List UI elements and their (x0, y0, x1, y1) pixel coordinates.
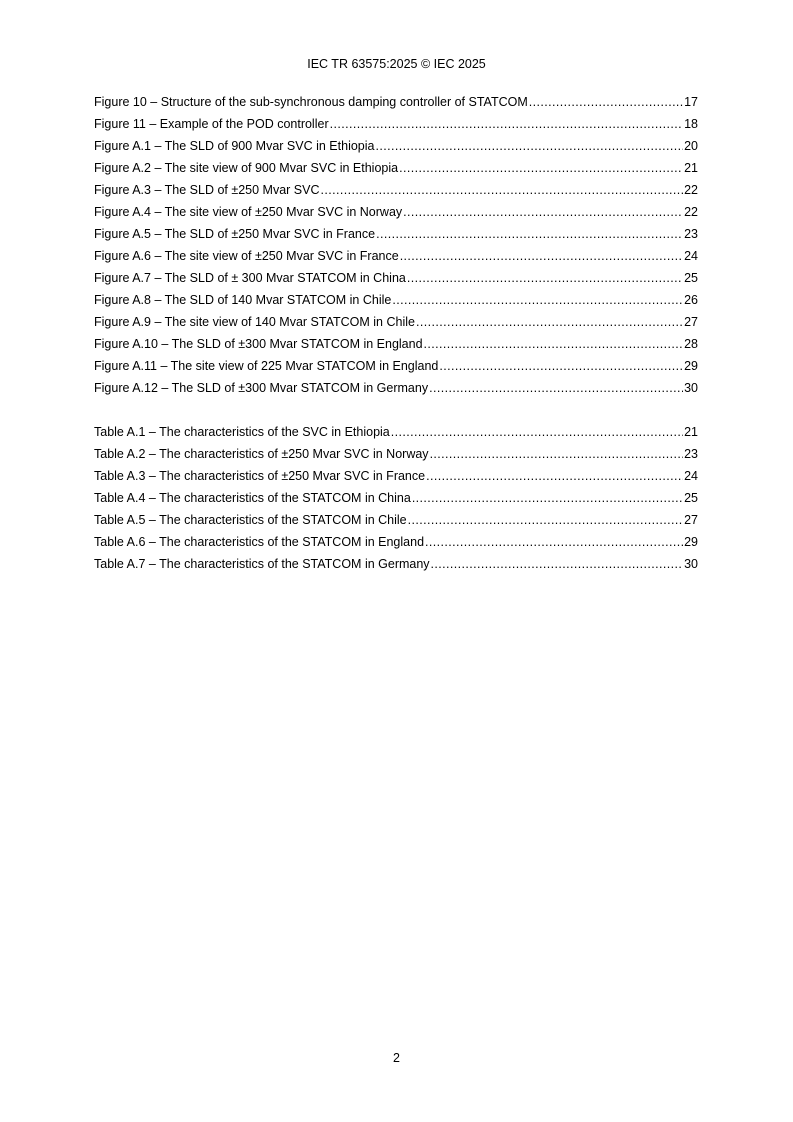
toc-entry-page: 27 (684, 315, 698, 329)
dot-leader (330, 116, 683, 132)
dot-leader (425, 534, 683, 550)
dot-leader (416, 314, 683, 330)
list-of-tables (94, 424, 698, 578)
toc-entry-label: Figure A.5 – The SLD of ±250 Mvar SVC in France (94, 227, 376, 241)
dot-leader (400, 248, 683, 264)
toc-entry-page: 18 (684, 117, 698, 131)
toc-entry-label: Table A.3 – The characteristics of ±250 Mvar SVC in France (94, 469, 426, 483)
page-header: IEC TR 63575:2025 © IEC 2025 (307, 57, 486, 71)
dot-leader (439, 358, 683, 374)
toc-entry[interactable] (94, 556, 698, 578)
toc-entry-label: Figure A.6 – The site view of ±250 Mvar SVC in France (94, 249, 399, 263)
dot-leader (403, 204, 683, 220)
toc-entry-page: 29 (684, 359, 698, 373)
dot-leader (408, 512, 683, 528)
dot-leader (426, 468, 683, 484)
toc-entry[interactable] (94, 226, 698, 248)
dot-leader (399, 160, 683, 176)
dot-leader (391, 424, 683, 440)
toc-entry[interactable] (94, 490, 698, 512)
toc-entry-page: 23 (684, 447, 698, 461)
toc-entry-page: 25 (684, 271, 698, 285)
toc-entry-label: Figure A.12 – The SLD of ±300 Mvar STATCOM in Germany (94, 381, 429, 395)
toc-entry-page: 21 (684, 161, 698, 175)
dot-leader (431, 556, 684, 572)
toc-entry[interactable] (94, 270, 698, 292)
dot-leader (321, 182, 684, 198)
toc-entry-page: 23 (684, 227, 698, 241)
toc-entry[interactable] (94, 534, 698, 556)
toc-entry-page: 22 (684, 183, 698, 197)
toc-entry[interactable] (94, 138, 698, 160)
toc-entry[interactable] (94, 116, 698, 138)
toc-entry[interactable] (94, 358, 698, 380)
toc-entry-page: 29 (684, 535, 698, 549)
toc-entry[interactable] (94, 248, 698, 270)
toc-entry[interactable] (94, 512, 698, 534)
toc-entry-label: Table A.5 – The characteristics of the STATCOM in Chile (94, 513, 407, 527)
toc-entry-label: Figure A.9 – The site view of 140 Mvar STATCOM in Chile (94, 315, 415, 329)
dot-leader (430, 446, 684, 462)
dot-leader (412, 490, 683, 506)
toc-entry-label: Figure A.10 – The SLD of ±300 Mvar STATCOM in England (94, 337, 423, 351)
toc-entry[interactable] (94, 204, 698, 226)
dot-leader (407, 270, 683, 286)
toc-entry-label: Figure 10 – Structure of the sub-synchronous damping controller of STATCOM (94, 95, 528, 109)
toc-entry-page: 27 (684, 513, 698, 527)
toc-entry[interactable] (94, 314, 698, 336)
toc-entry-label: Figure A.4 – The site view of ±250 Mvar SVC in Norway (94, 205, 403, 219)
toc-entry-label: Figure A.11 – The site view of 225 Mvar STATCOM in England (94, 359, 439, 373)
toc-entry-label: Figure A.3 – The SLD of ±250 Mvar SVC (94, 183, 320, 197)
toc-entry[interactable] (94, 160, 698, 182)
toc-entry-label: Figure A.2 – The site view of 900 Mvar SVC in Ethiopia (94, 161, 399, 175)
toc-entry[interactable] (94, 446, 698, 468)
toc-entry[interactable] (94, 336, 698, 358)
dot-leader (375, 138, 683, 154)
toc-entry-label: Figure A.1 – The SLD of 900 Mvar SVC in Ethiopia (94, 139, 375, 153)
toc-entry[interactable] (94, 292, 698, 314)
toc-entry[interactable] (94, 182, 698, 204)
toc-entry[interactable] (94, 468, 698, 490)
dot-leader (392, 292, 683, 308)
toc-entry[interactable] (94, 424, 698, 446)
toc-entry-page: 26 (684, 293, 698, 307)
toc-entry-page: 28 (684, 337, 698, 351)
toc-entry-page: 17 (684, 95, 698, 109)
toc-entry-page: 24 (684, 469, 698, 483)
toc-entry-label: Figure A.7 – The SLD of ± 300 Mvar STATCOM in China (94, 271, 406, 285)
toc-entry-page: 25 (684, 491, 698, 505)
dot-leader (424, 336, 684, 352)
toc-entry[interactable] (94, 380, 698, 402)
toc-entry-label: Table A.1 – The characteristics of the SVC in Ethiopia (94, 425, 390, 439)
toc-entry-page: 22 (684, 205, 698, 219)
dot-leader (529, 94, 683, 110)
toc-entry-label: Figure A.8 – The SLD of 140 Mvar STATCOM in Chile (94, 293, 392, 307)
dot-leader (376, 226, 683, 242)
toc-entry-page: 30 (684, 381, 698, 395)
toc-entry-page: 21 (684, 425, 698, 439)
toc-entry[interactable] (94, 94, 698, 116)
toc-entry-page: 30 (684, 557, 698, 571)
list-of-figures (94, 94, 698, 402)
toc-entry-page: 24 (684, 249, 698, 263)
toc-entry-label: Figure 11 – Example of the POD controller (94, 117, 329, 131)
page-number: 2 (393, 1051, 400, 1065)
toc-entry-label: Table A.6 – The characteristics of the STATCOM in England (94, 535, 425, 549)
dot-leader (429, 380, 683, 396)
toc-entry-label: Table A.4 – The characteristics of the STATCOM in China (94, 491, 411, 505)
toc-entry-page: 20 (684, 139, 698, 153)
toc-entry-label: Table A.7 – The characteristics of the STATCOM in Germany (94, 557, 430, 571)
toc-entry-label: Table A.2 – The characteristics of ±250 Mvar SVC in Norway (94, 447, 429, 461)
